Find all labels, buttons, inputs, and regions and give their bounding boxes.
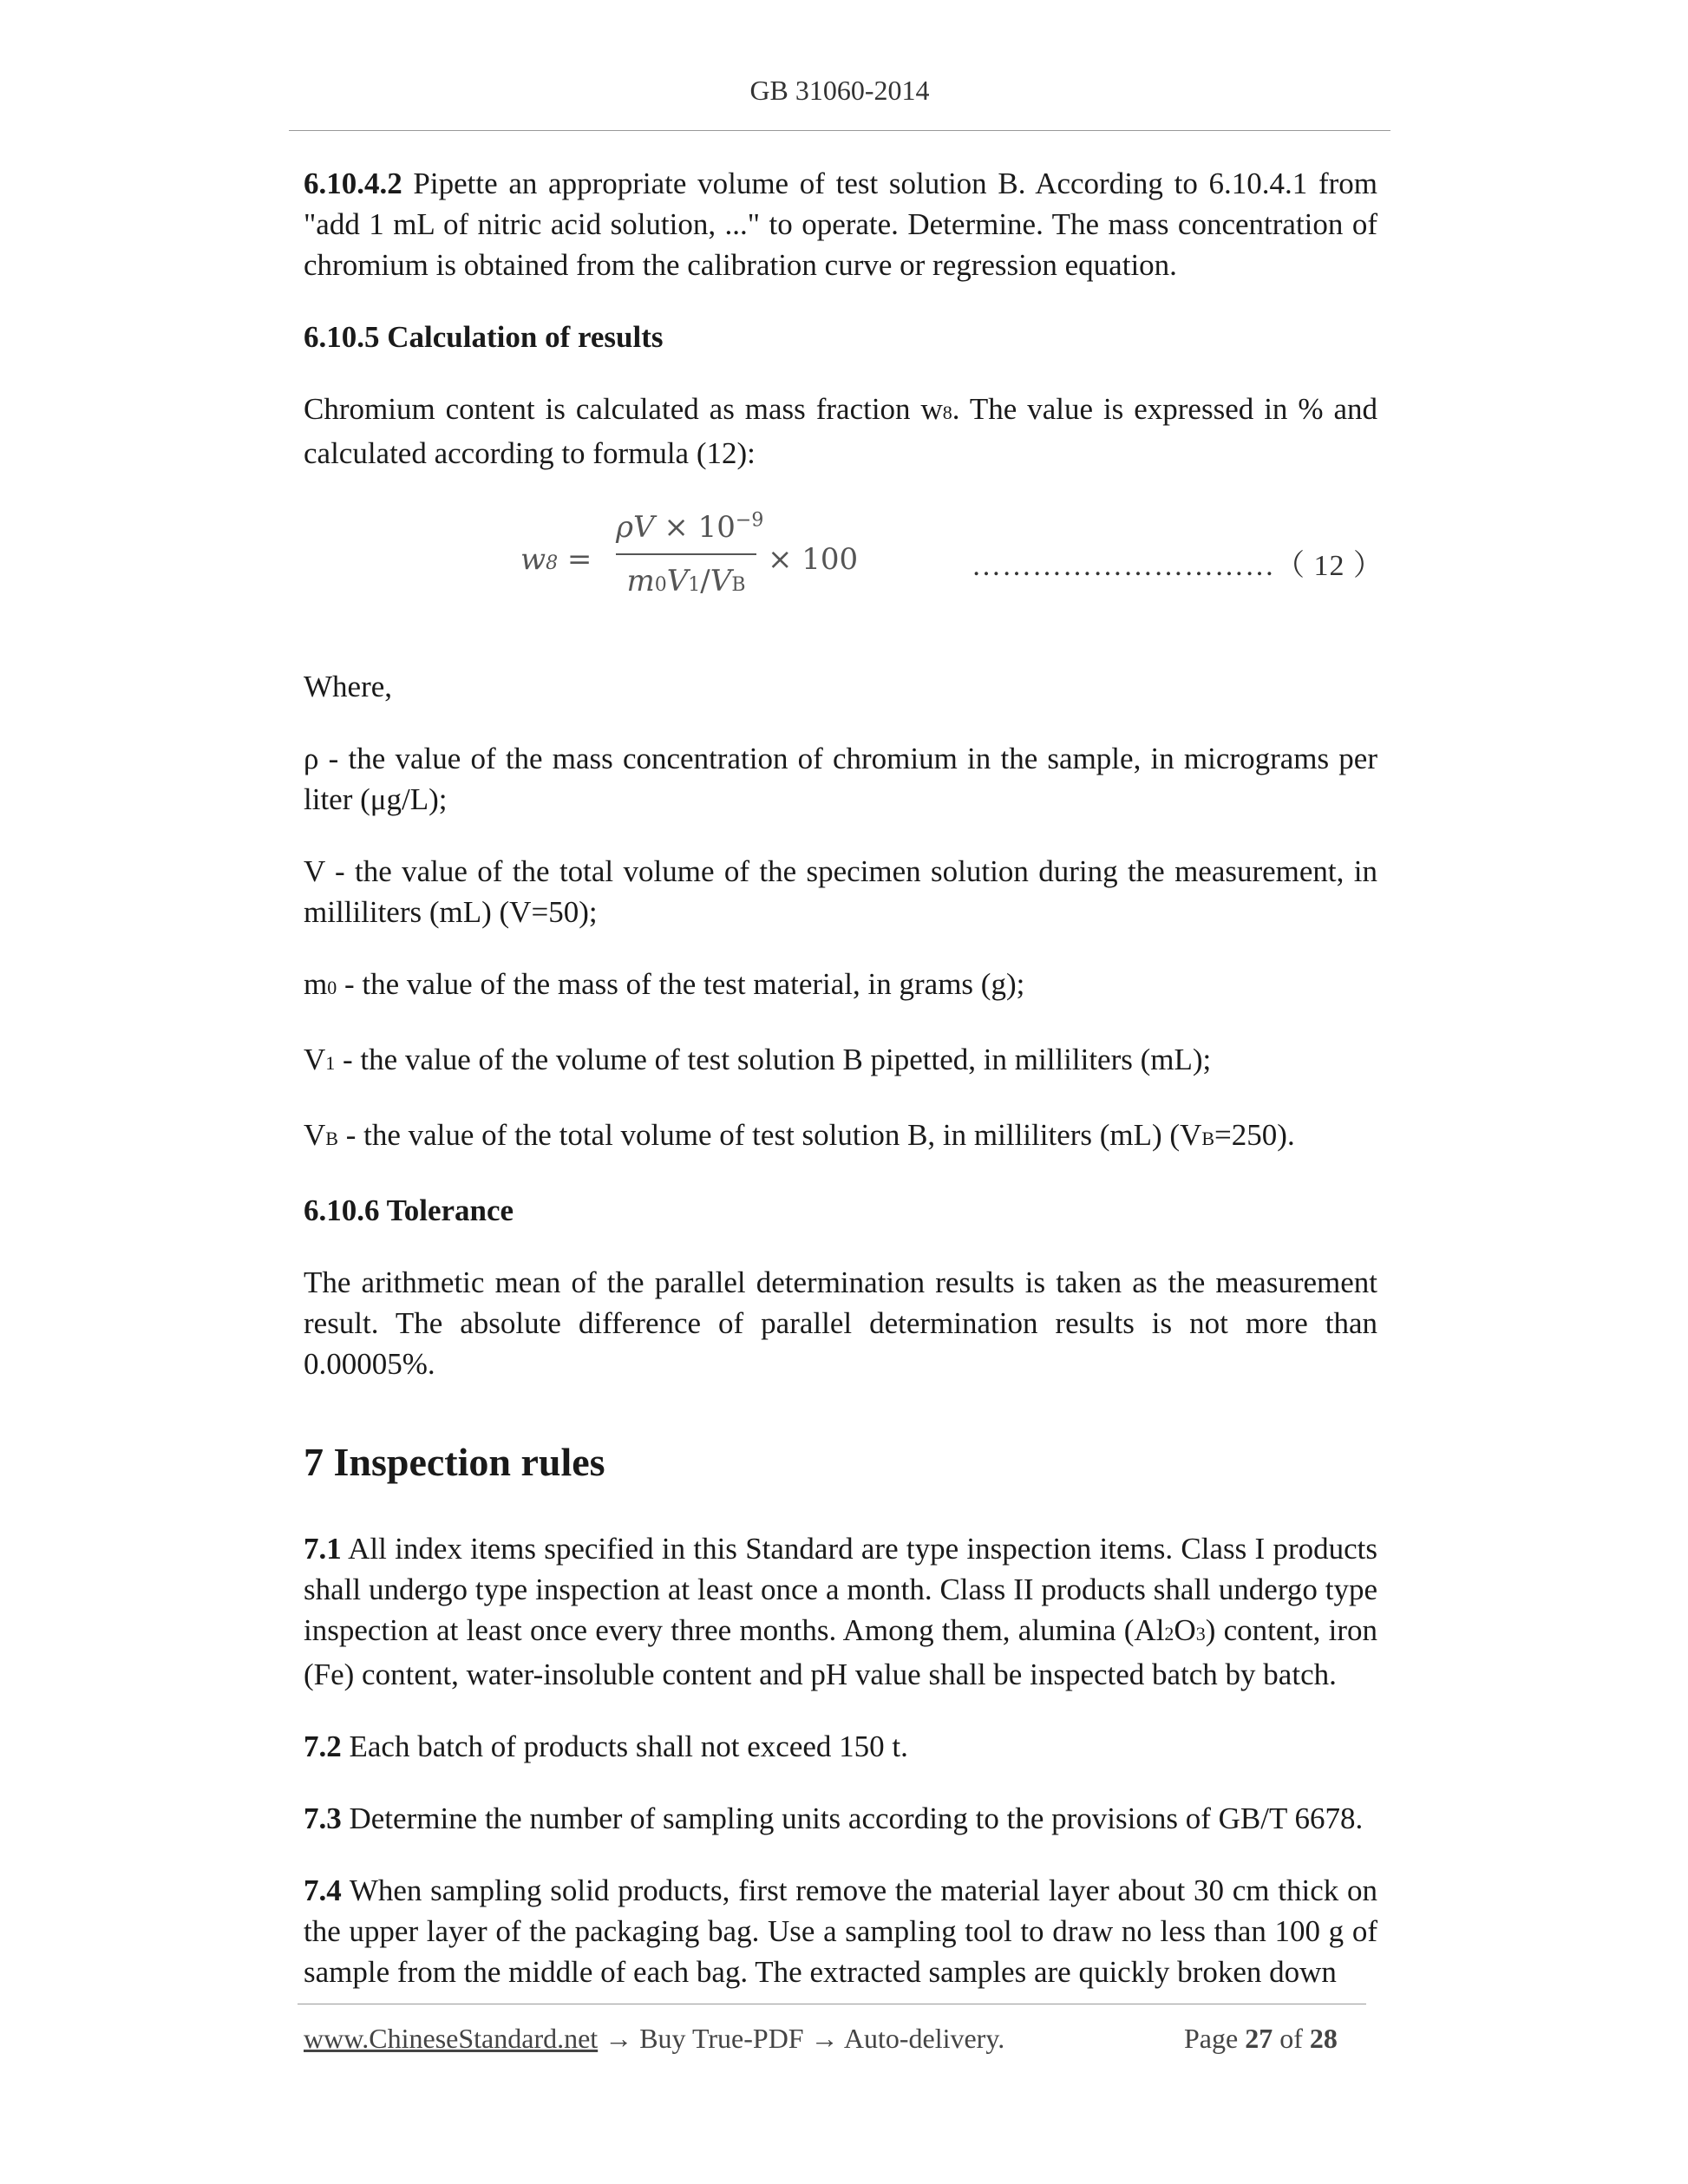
formula-number-label: …………………………（ 12 ） [972,550,1384,582]
paragraph-7-4: 7.4 When sampling solid products, first remove the material layer about 30 cm thick on the upper layer of the packaging bag. Use a sampling tool to draw no less than 100 g of sample from the middle of each bag. The extracted samples are quickly broken down [304,1873,1377,1989]
definition-v1: V1 - the value of the volume of test solution B pipetted, in milliliters (mL); [304,1043,1212,1076]
formula-numerator: $\rho V \times 10^{-9}$ [616,509,764,545]
footer-page-indicator: Page 27 of 28 [1184,2023,1338,2054]
paragraph-6-10-4-2 [304,163,1377,285]
footer-site-link[interactable]: www.ChineseStandard.net [304,2023,599,2054]
formula-12 [304,505,1384,626]
formula-lhs: w8 = [520,542,592,577]
clause-number: 6.10.4.2 [304,167,402,200]
paragraph-7-3: 7.3 Determine the number of sampling units according to the provisions of GB/T 6678. [304,1801,1364,1835]
definition-v: V - the value of the total volume of the specimen solution during the measurement, in milliliters (mL) (V=50); [304,854,1377,929]
section-title-6-10-5: 6.10.5 Calculation of results [304,320,664,354]
formula-denominator: m0V1/VB [626,564,746,598]
paragraph-7-2: 7.2 Each batch of products shall not exceed 150 t. [304,1730,908,1763]
fraction-bar [616,553,756,555]
current-page-number: 27 [1245,2023,1273,2054]
footer-promo [304,2023,1004,2055]
clause-text: Pipette an appropriate volume of test solution B. According to 6.10.4.1 from "add 1 mL of nitric acid solution, ..." to operate. Determine. The mass concentration of chromium is obtained from the calibration curve or regression equation. [304,167,1377,282]
definition-rho: ρ - the value of the mass concentration of chromium in the sample, in micrograms per liter (μg/L); [304,742,1377,816]
footer-promo-text: → Buy True-PDF → Auto-delivery. [598,2023,1005,2054]
definition-vb: VB - the value of the total volume of test solution B, in milliliters (mL) (VB=250). [304,1118,1295,1152]
total-pages: 28 [1309,2023,1338,2054]
page-header-standard-id: GB 31060-2014 [749,75,930,106]
definition-m0: m0 - the value of the mass of the test material, in grams (g); [304,967,1025,1001]
formula-fraction [616,505,764,604]
where-label: Where, [304,670,393,703]
formula-multiplier: × 100 [768,542,859,577]
chapter-title-7: 7 Inspection rules [304,1440,605,1484]
header-divider [289,130,1390,131]
section-title-6-10-6: 6.10.6 Tolerance [304,1193,514,1227]
paragraph-tolerance: The arithmetic mean of the parallel determination results is taken as the measurement result. The absolute difference of parallel determination results is not more than 0.00005%. [304,1265,1377,1381]
paragraph-7-1: 7.1 All index items specified in this Standard are type inspection items. Class I products shall undergo type inspection at least once a month. Class II products shall undergo type inspection at least once every three months. Among them, alumina (Al2O3) content, iron (Fe) content, water-insoluble content and pH value shall be inspected batch by batch. [304,1532,1377,1691]
paragraph-calculation-intro: Chromium content is calculated as mass fraction w8. The value is expressed in % and calculated according to formula (12): [304,392,1377,470]
formula-expression [520,505,885,626]
document-body [304,163,1384,2024]
